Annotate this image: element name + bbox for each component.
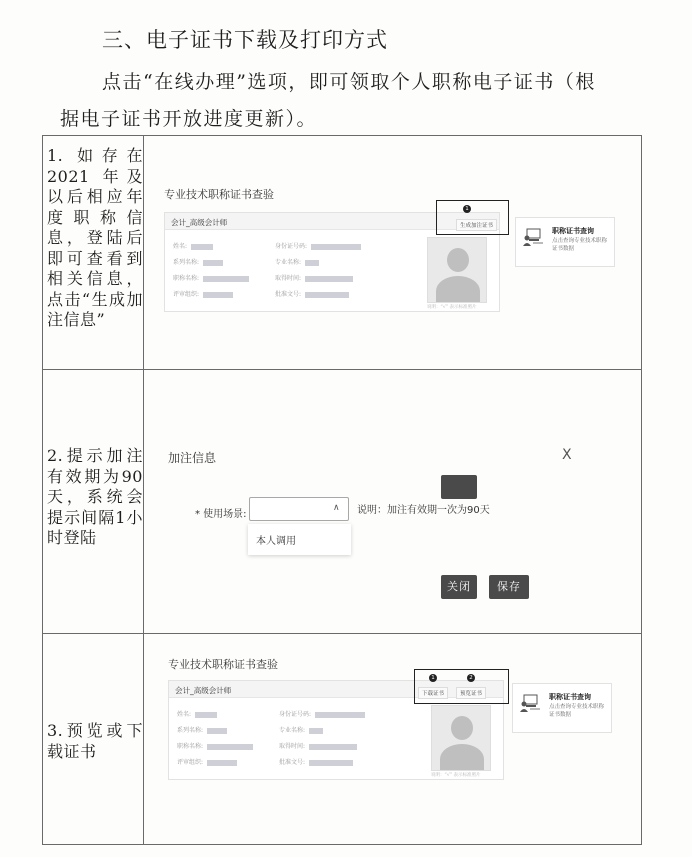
query-title: 职称证书查询 bbox=[549, 693, 591, 701]
intro-line-2: 据电子证书开放进度更新）。 bbox=[60, 108, 318, 130]
field-label: 职称名称: bbox=[173, 275, 200, 282]
query-description: 点击查询专业技术职称证书数据 bbox=[552, 238, 608, 252]
usage-scene-label: * 使用场景: bbox=[195, 509, 247, 520]
validity-note: 说明：加注有效期一次为90天 bbox=[357, 505, 490, 516]
query-title: 职称证书查询 bbox=[552, 227, 594, 235]
certificate-query-card[interactable] bbox=[512, 683, 612, 733]
panel-title: 专业技术职称证书查验 bbox=[168, 658, 278, 671]
step-marker: 1 bbox=[463, 205, 471, 213]
option-self-use[interactable]: 本人调用 bbox=[248, 524, 351, 555]
step-2-screenshot bbox=[144, 370, 642, 633]
instruction-table bbox=[42, 135, 642, 845]
step-2-text: 2.提示加注有效期为90天，系统会提示间隔1小时登陆 bbox=[47, 446, 143, 547]
close-icon[interactable]: X bbox=[562, 447, 572, 463]
step-marker: 2 bbox=[467, 674, 475, 682]
download-certificate-button[interactable]: 下载证书 bbox=[418, 687, 448, 699]
field-label: 姓名: bbox=[173, 243, 188, 250]
step-marker: 1 bbox=[429, 674, 437, 682]
avatar-photo bbox=[431, 705, 491, 771]
query-description: 点击查询专业技术职称证书数据 bbox=[549, 704, 605, 718]
computer-user-icon bbox=[519, 692, 541, 714]
certificate-query-card[interactable] bbox=[515, 217, 615, 267]
card-title: 会计_高级会计师 bbox=[169, 681, 503, 698]
field-label: 身份证号码: bbox=[275, 243, 308, 250]
generate-certificate-button[interactable]: 生成加注证书 bbox=[456, 219, 497, 231]
field-label: 取得时间: bbox=[279, 743, 306, 750]
avatar-photo bbox=[427, 237, 487, 303]
dialog-title: 加注信息 bbox=[168, 451, 217, 465]
preview-certificate-button[interactable]: 预览证书 bbox=[456, 687, 486, 699]
computer-user-icon bbox=[522, 226, 544, 248]
save-button[interactable]: 保存 bbox=[489, 575, 529, 599]
panel-title: 专业技术职称证书查验 bbox=[164, 188, 274, 201]
field-label: 批准文号: bbox=[279, 759, 306, 766]
close-button[interactable]: 关闭 bbox=[441, 575, 477, 599]
field-label: 姓名: bbox=[177, 711, 192, 718]
field-label: 批准文号: bbox=[275, 291, 302, 298]
field-label: 身份证号码: bbox=[279, 711, 312, 718]
section-heading: 三、电子证书下载及打印方式 bbox=[102, 28, 388, 52]
field-label: 专业名称: bbox=[279, 727, 306, 734]
intro-line-1: 点击“在线办理”选项，即可领取个人职称电子证书（根 bbox=[102, 71, 596, 93]
step-3-screenshot bbox=[144, 634, 642, 846]
field-label: 职称名称: bbox=[177, 743, 204, 750]
step-1-screenshot bbox=[144, 136, 642, 369]
field-label: 系列名称: bbox=[173, 259, 200, 266]
card-title: 会计_高级会计师 bbox=[165, 213, 499, 230]
photo-caption: 说明：“√” 表示标准照片 bbox=[431, 773, 481, 778]
field-label: 评审组织: bbox=[173, 291, 200, 298]
field-label: 系列名称: bbox=[177, 727, 204, 734]
usage-scene-select[interactable] bbox=[249, 497, 349, 521]
photo-caption: 说明：“√” 表示标准照片 bbox=[427, 305, 477, 310]
field-label: 取得时间: bbox=[275, 275, 302, 282]
chevron-up-icon: ∧ bbox=[333, 503, 340, 513]
field-label: 评审组织: bbox=[177, 759, 204, 766]
field-label: 专业名称: bbox=[275, 259, 302, 266]
step-1-text: 1. 如存在 2021 年及以后相应年度职称信息，登陆后即可查看到相关信息，点击“生成加注信息” bbox=[47, 146, 143, 329]
step-3-text: 3.预览或下载证书 bbox=[47, 721, 143, 761]
